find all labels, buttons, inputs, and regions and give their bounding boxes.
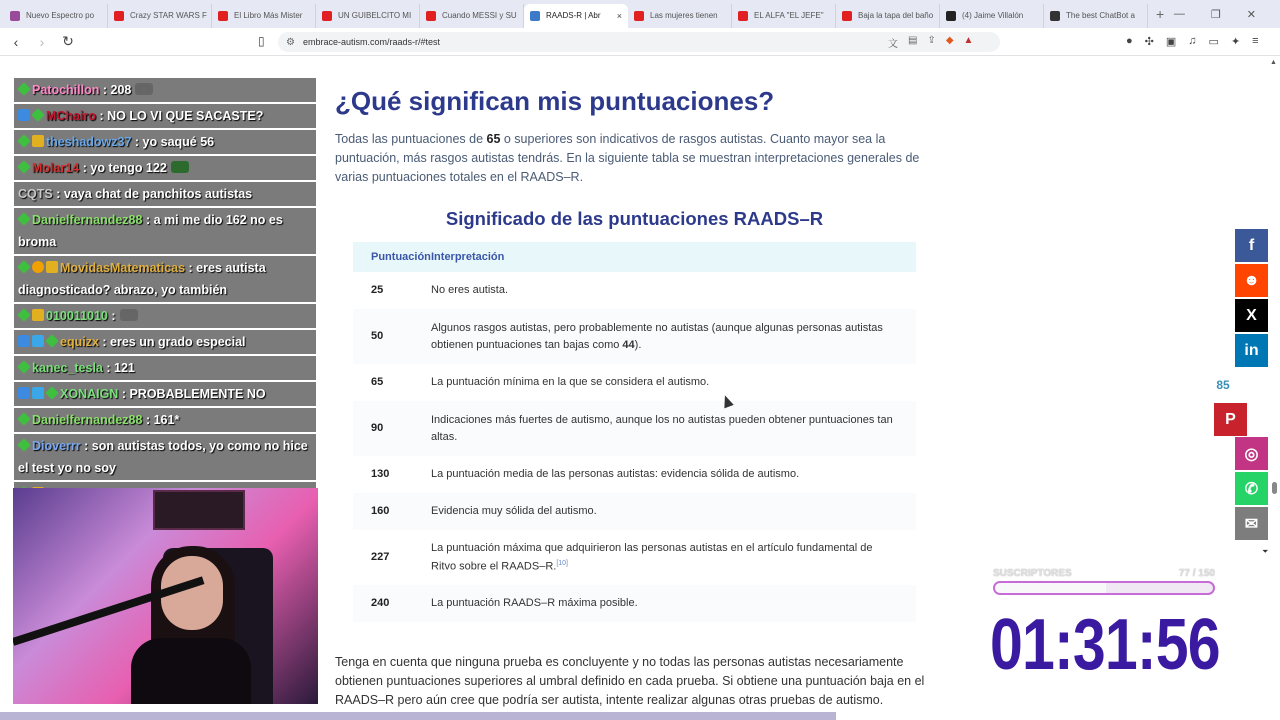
email-share-button[interactable]: ✉	[1235, 507, 1268, 540]
chat-text: : 208	[102, 83, 132, 97]
linkedin-share-button[interactable]: in	[1235, 334, 1268, 367]
screenshot-icon[interactable]: ▣	[1165, 36, 1177, 48]
chat-message	[14, 130, 316, 154]
rewards-icon[interactable]: ▲	[963, 35, 974, 46]
green-badge-icon	[17, 260, 31, 274]
gold-badge-icon	[46, 261, 58, 273]
chat-username[interactable]: CQTS	[18, 187, 53, 201]
interpretation-cell: La puntuación máxima que adquirieron las personas autistas en el artículo fundamental de Ritvo sobre el RAADS–R.[10]	[431, 541, 873, 573]
score-cell: 90	[353, 401, 431, 456]
browser-tab[interactable]	[732, 4, 836, 28]
minimize-icon[interactable]: —	[1173, 8, 1185, 20]
forward-icon[interactable]: ›	[39, 33, 45, 50]
tab-favicon-icon	[634, 11, 644, 21]
browser-tab[interactable]	[212, 4, 316, 28]
browser-tab[interactable]	[940, 4, 1044, 28]
translate-icon[interactable]: 文	[888, 39, 898, 50]
green-badge-icon	[17, 134, 31, 148]
scroll-up-arrow[interactable]: ▲	[1270, 59, 1277, 66]
site-info-icon[interactable]: ⚙	[286, 36, 295, 48]
chat-message	[14, 434, 316, 480]
chat-text: : a mi me dio 162 no es broma	[18, 213, 283, 249]
chat-username[interactable]: Dioverrr	[32, 439, 81, 453]
reader-icon[interactable]: ▤	[908, 35, 918, 46]
green-badge-icon	[17, 360, 31, 374]
outro-paragraph: Tenga en cuenta que ninguna prueba es concluyente y no todas las personas autistas necesariamente obtienen puntuaciones superiores al umbral definido en cada prueba. Si obtiene una puntuación baja en el RAADS–R pero aún cree que podría ser autista, intente realizar algunas otras pruebas de autismo.	[335, 655, 925, 707]
browser-toolbar	[0, 28, 1280, 56]
chat-text: : vaya chat de panchitos autistas	[56, 187, 253, 201]
streamer-body	[131, 638, 251, 704]
green-badge-icon	[17, 82, 31, 96]
tab-favicon-icon	[946, 11, 956, 21]
subscriber-goal-label: SUSCRIPTORES	[993, 568, 1072, 579]
chat-text: : 121	[106, 361, 135, 375]
gold-badge-icon	[32, 309, 44, 321]
pinterest-button[interactable]: P	[1214, 403, 1247, 436]
score-cell: 25	[371, 284, 384, 297]
bookmark-icon[interactable]: ▯	[258, 34, 265, 48]
table-row	[353, 585, 916, 622]
media-icon[interactable]: ♫	[1188, 35, 1197, 47]
tab-favicon-icon	[1050, 11, 1060, 21]
subscriber-progress-fill	[995, 583, 1106, 593]
browser-tab[interactable]	[108, 4, 212, 28]
chat-username[interactable]: kanec_tesla	[32, 361, 103, 375]
chat-message	[14, 408, 316, 432]
x-share-button[interactable]: X	[1235, 299, 1268, 332]
tab-title: El Libro Más Mister	[234, 11, 303, 20]
share-bar	[1235, 229, 1268, 369]
close-window-icon[interactable]: ✕	[1246, 8, 1256, 21]
tab-title: Las mujeres tienen	[650, 11, 718, 20]
green-badge-icon	[17, 308, 31, 322]
chat-message	[14, 382, 316, 406]
ai-icon[interactable]: ✦	[1230, 36, 1241, 48]
reference-link[interactable]: [10]	[556, 560, 569, 568]
chat-message	[14, 330, 316, 354]
url-text: embrace-autism.com/raads-r/#test	[302, 37, 441, 47]
chat-message	[14, 208, 316, 254]
green-badge-icon	[17, 160, 31, 174]
chat-username[interactable]: theshadowz37	[46, 135, 132, 149]
score-cell: 130	[371, 468, 390, 481]
chat-message	[14, 256, 316, 302]
extensions-area	[1126, 35, 1259, 48]
scrollbar-thumb[interactable]	[1272, 482, 1277, 494]
reddit-share-button[interactable]: ☻	[1235, 264, 1268, 297]
chat-message	[14, 356, 316, 380]
chat-text: : eres un grado especial	[102, 335, 246, 349]
interpretation-cell: La puntuación mínima en la que se considera el autismo.	[431, 376, 710, 389]
green-badge-icon	[45, 386, 59, 400]
share-bar-secondary	[1235, 437, 1268, 542]
table-header	[353, 242, 916, 272]
table-row	[353, 530, 916, 585]
whatsapp-share-button[interactable]: ✆	[1235, 472, 1268, 505]
tab-title: (4) Jaime Villalón	[962, 11, 1024, 20]
chat-message	[14, 104, 316, 128]
chat-text: : yo tengo 122	[82, 161, 167, 175]
instagram-share-button[interactable]: ◎	[1235, 437, 1268, 470]
chat-username[interactable]: Danielfernandez88	[32, 213, 143, 227]
interpretation-cell: No eres autista.	[431, 284, 509, 297]
subscriber-goal-overlay	[993, 568, 1215, 595]
stream-chat-overlay	[14, 78, 316, 508]
interpretation-cell: Indicaciones más fuertes de autismo, aunque los no autistas pueden obtener puntuaciones tan altas.	[431, 401, 916, 456]
menu-icon[interactable]: ≡	[1252, 35, 1259, 47]
chat-text: : 161*	[145, 413, 180, 427]
chat-username[interactable]: MovidasMatematicas	[60, 261, 186, 275]
cube-badge-icon	[32, 335, 44, 347]
back-icon[interactable]: ‹	[13, 33, 19, 50]
cube-badge-icon	[32, 387, 44, 399]
wallet-icon[interactable]: ▭	[1208, 36, 1219, 48]
chat-message	[14, 304, 316, 328]
chat-text: : yo saqué 56	[134, 135, 215, 149]
tab-favicon-icon	[10, 11, 20, 21]
chat-username[interactable]: 010011010	[46, 309, 108, 323]
chat-username[interactable]: Molar14	[32, 161, 80, 175]
tab-title: Cuando MESSI y SU	[442, 11, 517, 20]
table-row	[353, 364, 916, 401]
browser-tab[interactable]	[524, 4, 628, 28]
chat-text: : son autistas todos, yo como no hice el test yo no soy	[18, 439, 308, 475]
tab-title: RAADS-R | Abr	[546, 11, 601, 20]
tab-favicon-icon	[322, 11, 332, 21]
tab-favicon-icon	[530, 11, 540, 21]
webcam-overlay	[13, 488, 318, 704]
chat-text: :	[111, 309, 116, 323]
chat-text: : NO LO VI QUE SACASTE?	[99, 109, 264, 123]
intro-paragraph: Todas las puntuaciones de 65 o superiores son indicativos de rasgos autistas. Cuanto mayor sea la puntuación, más rasgos autistas tendrás. En la siguiente tabla se muestran interpretaciones generales de varias puntuaciones totales en el RAADS–R.	[335, 132, 920, 184]
restore-icon[interactable]: ❐	[1210, 8, 1221, 21]
tab-title: UN GUIBELCITO MI	[338, 11, 412, 20]
chat-emote-icon	[120, 309, 138, 321]
tab-title: EL ALFA "EL JEFE"	[754, 11, 824, 20]
browser-tab[interactable]	[836, 4, 940, 28]
score-cell: 65	[371, 376, 384, 389]
green-badge-icon	[45, 334, 59, 348]
chat-username[interactable]: equizx	[60, 335, 99, 349]
browser-tab[interactable]	[1044, 4, 1148, 28]
new-tab-button[interactable]: +	[1156, 6, 1165, 22]
browser-tab[interactable]	[316, 4, 420, 28]
blue-badge-icon	[18, 109, 30, 121]
tab-favicon-icon	[842, 11, 852, 21]
blue-badge-icon	[18, 387, 30, 399]
interpretation-cell: La puntuación RAADS–R máxima posible.	[431, 585, 916, 622]
chat-text: : PROBABLEMENTE NO	[121, 387, 266, 401]
score-cell: 227	[371, 551, 390, 564]
browser-tab[interactable]	[628, 4, 732, 28]
tab-close-icon[interactable]: ×	[616, 10, 622, 21]
table-row	[353, 272, 916, 309]
chat-username[interactable]: XONAIGN	[60, 387, 119, 401]
extension-icon[interactable]: ●	[1126, 35, 1133, 47]
puzzle-icon[interactable]: ✣	[1144, 36, 1154, 48]
shield-icon[interactable]: ◆	[945, 35, 954, 46]
share-page-icon[interactable]: ⇪	[927, 35, 936, 46]
table-row	[353, 309, 916, 364]
green-badge-icon	[31, 108, 45, 122]
tab-title: Nuevo Espectro po	[26, 11, 95, 20]
chat-emote-icon	[171, 161, 189, 173]
green-badge-icon	[17, 438, 31, 452]
chat-username[interactable]: MChairo	[46, 109, 96, 123]
chat-username[interactable]: Patochillon	[32, 83, 100, 97]
chat-message	[14, 78, 316, 102]
interpretation-cell: Algunos rasgos autistas, pero probablemente no autistas (aunque algunas personas autistas obtienen puntuaciones tan bajas como 44).	[431, 309, 916, 364]
facebook-share-button[interactable]: f	[1235, 229, 1268, 262]
chat-text: : eres autista diagnosticado? abrazo, yo también	[18, 261, 266, 297]
coin-badge-icon	[32, 261, 44, 273]
tab-title: Crazy STAR WARS F	[130, 11, 207, 20]
wall-picture	[153, 490, 245, 530]
chat-username[interactable]: Danielfernandez88	[32, 413, 143, 427]
table-title: Significado de las puntuaciones RAADS–R	[445, 208, 824, 229]
chat-emote-icon	[135, 83, 153, 95]
gold-badge-icon	[32, 135, 44, 147]
browser-tab[interactable]	[420, 4, 524, 28]
tab-strip	[0, 0, 1280, 28]
green-badge-icon	[17, 212, 31, 226]
interpretation-cell: Evidencia muy sólida del autismo.	[431, 493, 916, 530]
chat-message	[14, 182, 316, 206]
tab-favicon-icon	[738, 11, 748, 21]
window-controls	[1174, 0, 1280, 28]
page-title: ¿Qué significan mis puntuaciones?	[335, 86, 775, 116]
interpretation-cell: La puntuación media de las personas autistas: evidencia sólida de autismo.	[431, 468, 800, 481]
subscriber-goal-count: 77 / 150	[1178, 568, 1215, 579]
stream-timer: 01:31:56	[990, 605, 1220, 685]
table-row	[353, 493, 916, 530]
table-row	[353, 456, 916, 493]
blue-badge-icon	[18, 335, 30, 347]
score-cell: 240	[353, 585, 431, 622]
reload-icon[interactable]: ↻	[62, 33, 74, 49]
subscriber-progress-bar	[993, 581, 1215, 595]
share-count: 85	[1216, 378, 1230, 392]
tab-title: The best ChatBot a	[1066, 11, 1135, 20]
bottom-overlay-strip	[0, 712, 836, 720]
score-cell: 160	[353, 493, 431, 530]
tab-title: Baja la tapa del baño	[858, 11, 934, 20]
scores-table	[353, 242, 916, 622]
browser-tab[interactable]	[4, 4, 108, 28]
tab-favicon-icon	[426, 11, 436, 21]
column-header-interpretation: Interpretación	[431, 242, 916, 272]
scroll-arrow-icon[interactable]: ⏷	[1262, 547, 1269, 556]
tab-favicon-icon	[218, 11, 228, 21]
web-page	[0, 56, 1280, 720]
column-header-score: Puntuación	[353, 242, 431, 272]
chat-message	[14, 156, 316, 180]
tab-favicon-icon	[114, 11, 124, 21]
address-bar-actions	[888, 35, 973, 50]
score-cell: 50	[353, 309, 431, 364]
table-row	[353, 401, 916, 456]
green-badge-icon	[17, 412, 31, 426]
